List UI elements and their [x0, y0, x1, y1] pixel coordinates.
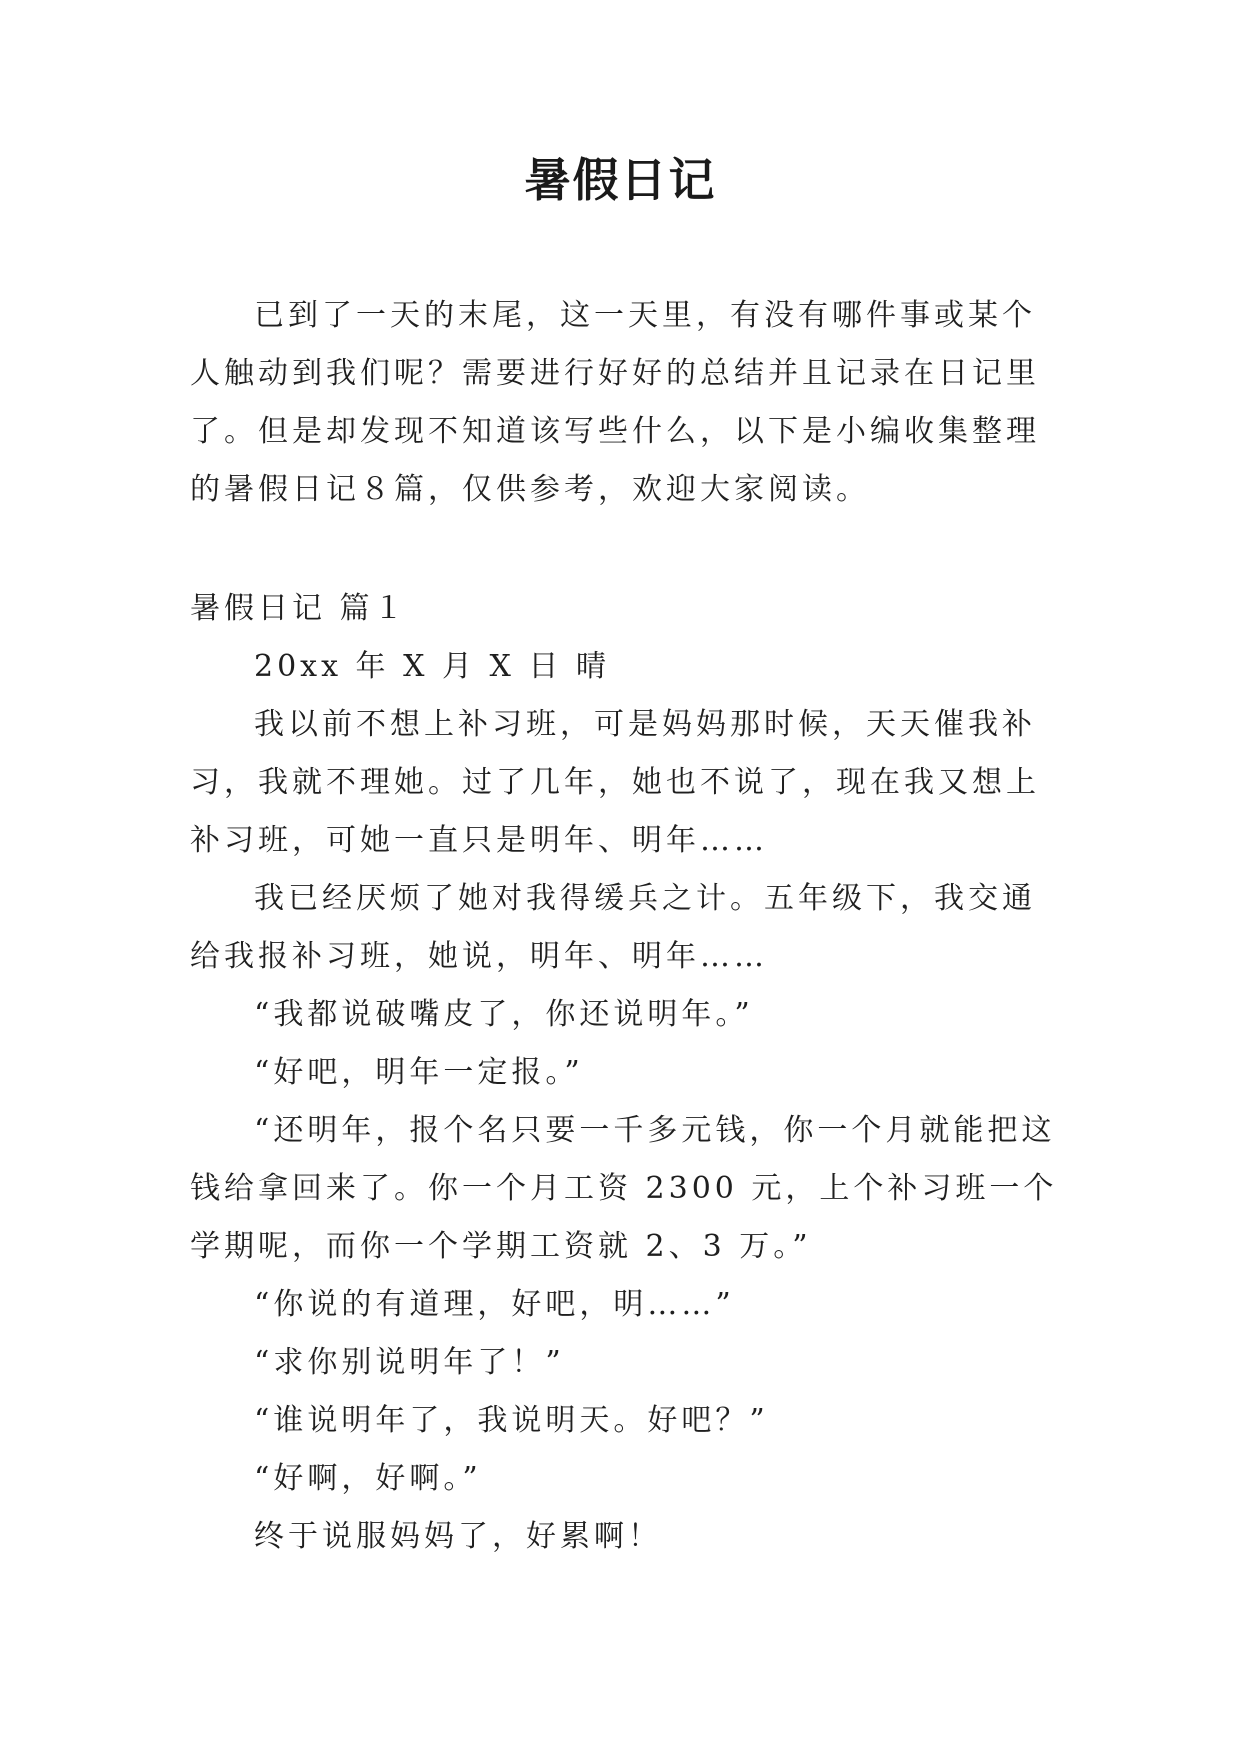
closing-paragraph: 终于说服妈妈了，好累啊！ [254, 1519, 662, 1554]
dialogue-line: “求你别说明年了！” [254, 1345, 565, 1380]
dialogue-line: “我都说破嘴皮了，你还说明年。” [254, 997, 754, 1032]
section-heading: 暑假日记 篇１ [190, 591, 408, 626]
dialogue-line: “好啊，好啊。” [254, 1461, 482, 1496]
document-title: 暑假日记 [524, 153, 717, 207]
dialogue-line: “你说的有道理，好吧，明……” [254, 1287, 735, 1322]
diary-section [190, 580, 1058, 1566]
intro-paragraph: 已到了一天的末尾，这一天里，有没有哪件事或某个人触动到我们呢？需要进行好好的总结并且记录在日记里了。但是却发现不知道该写些什么，以下是小编收集整理的暑假日记８篇，仅供参考，欢迎大家阅读。 [190, 298, 1040, 507]
diary-date-line: 20xx 年 X 月 X 日 晴 [254, 649, 610, 684]
diary-paragraph: 我已经厌烦了她对我得缓兵之计。五年级下，我交通给我报补习班，她说，明年、明年…… [190, 881, 1036, 974]
dialogue-line: “谁说明年了，我说明天。好吧？” [254, 1403, 769, 1438]
dialogue-line: “好吧，明年一定报。” [254, 1055, 584, 1090]
dialogue-line: “还明年，报个名只要一千多元钱，你一个月就能把这钱给拿回来了。你一个月工资 2300 元，上个补习班一个学期呢，而你一个学期工资就 2、3 万。” [190, 1113, 1058, 1264]
intro-block [190, 287, 1058, 519]
diary-paragraph: 我以前不想上补习班，可是妈妈那时候，天天催我补习，我就不理她。过了几年，她也不说了，现在我又想上补习班，可她一直只是明年、明年…… [190, 707, 1040, 858]
